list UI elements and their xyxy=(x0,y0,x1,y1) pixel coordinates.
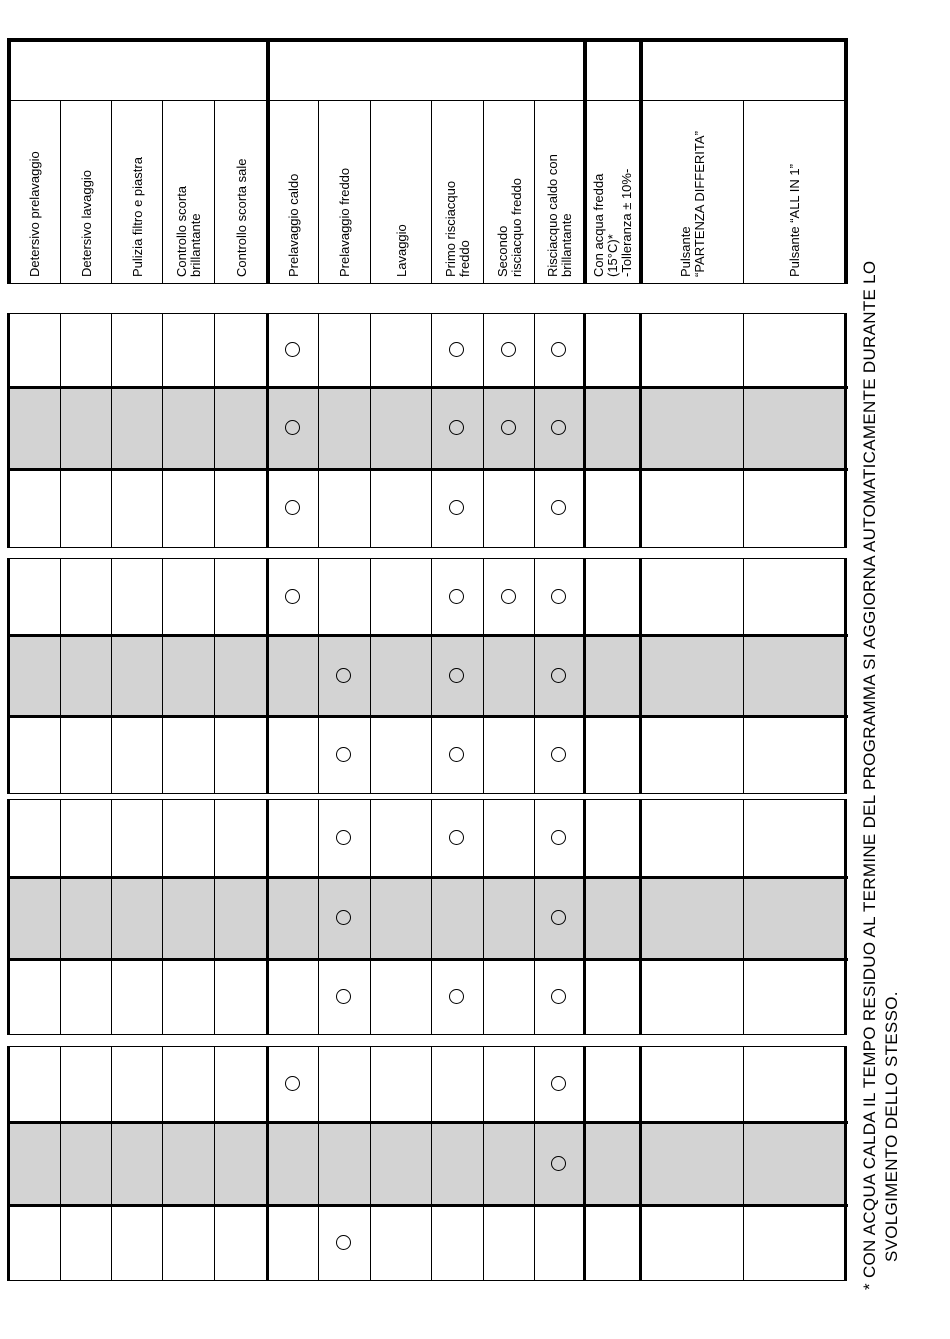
circle-mark-icon xyxy=(551,1076,566,1091)
block-column-divider xyxy=(111,558,112,794)
column-header-line: Pulizia filtro e piastra xyxy=(129,157,145,277)
block-column-divider xyxy=(318,558,319,794)
block-column-divider xyxy=(111,313,112,548)
circle-mark-icon xyxy=(449,589,464,604)
block-column-divider xyxy=(111,1046,112,1281)
block-column-divider xyxy=(483,313,484,548)
block-column-divider xyxy=(60,799,61,1035)
block-column-divider xyxy=(844,799,847,1035)
circle-mark-icon xyxy=(285,500,300,515)
circle-mark-icon xyxy=(449,747,464,762)
column-header-line: Prelavaggio freddo xyxy=(337,167,352,277)
column-header-7 xyxy=(338,168,352,277)
block-column-divider xyxy=(7,1046,10,1281)
header-top-border xyxy=(8,38,848,42)
shaded-row xyxy=(8,387,845,469)
header-column-divider xyxy=(318,100,319,284)
block-column-divider xyxy=(431,558,432,794)
block-column-divider xyxy=(583,558,586,794)
block-bottom-border xyxy=(8,547,845,548)
circle-mark-icon xyxy=(551,668,566,683)
block-column-divider xyxy=(534,313,535,548)
block-column-divider xyxy=(214,558,215,794)
circle-mark-icon xyxy=(449,420,464,435)
column-header-2 xyxy=(80,170,94,277)
block-column-divider xyxy=(60,1046,61,1281)
column-header-8 xyxy=(395,224,409,277)
circle-mark-icon xyxy=(336,668,351,683)
block-column-divider xyxy=(214,313,215,548)
circle-mark-icon xyxy=(449,989,464,1004)
block-column-divider xyxy=(370,313,371,548)
block-column-divider xyxy=(583,799,586,1035)
header-column-divider xyxy=(111,100,112,284)
header-group-divider xyxy=(8,100,845,101)
header-column-divider xyxy=(7,38,11,284)
circle-mark-icon xyxy=(285,589,300,604)
block-column-divider xyxy=(639,558,642,794)
column-header-5 xyxy=(235,159,249,278)
circle-mark-icon xyxy=(336,989,351,1004)
header-column-divider xyxy=(431,100,432,284)
column-header-line: freddo xyxy=(457,240,472,277)
block-column-divider xyxy=(534,799,535,1035)
header-column-divider xyxy=(60,100,61,284)
header-column-divider xyxy=(266,38,270,284)
block-column-divider xyxy=(583,313,586,548)
circle-mark-icon xyxy=(336,910,351,925)
block-top-border xyxy=(8,313,845,314)
circle-mark-icon xyxy=(551,1156,566,1171)
circle-mark-icon xyxy=(449,500,464,515)
row-divider-thick xyxy=(8,386,848,389)
column-header-13 xyxy=(679,131,707,277)
row-divider-thick xyxy=(8,876,848,879)
footnote-line-2: SVOLGIMENTO DELLO STESSO. xyxy=(882,991,901,1262)
column-header-line: Detersivo lavaggio xyxy=(78,170,94,277)
block-column-divider xyxy=(534,1046,535,1281)
footnote-line-1: * CON ACQUA CALDA IL TEMPO RESIDUO AL TERMINE DEL PROGRAMMA SI AGGIORNA AUTOMATICAMENTE DURANTE LO xyxy=(860,260,879,1290)
circle-mark-icon xyxy=(449,342,464,357)
row-divider-thick xyxy=(8,1204,848,1207)
circle-mark-icon xyxy=(551,830,566,845)
block-column-divider xyxy=(431,799,432,1035)
block-top-border xyxy=(8,558,845,559)
circle-mark-icon xyxy=(551,342,566,357)
block-column-divider xyxy=(318,313,319,548)
column-header-4 xyxy=(175,186,203,277)
header-column-divider xyxy=(483,100,484,284)
block-column-divider xyxy=(60,558,61,794)
block-column-divider xyxy=(162,799,163,1035)
shaded-row xyxy=(8,1122,845,1205)
column-header-line: Pulsante “ALL IN 1” xyxy=(787,164,802,277)
block-column-divider xyxy=(60,313,61,548)
header-column-divider xyxy=(639,38,643,284)
block-column-divider xyxy=(7,313,10,548)
column-header-line: Con acqua fredda xyxy=(591,173,606,277)
block-column-divider xyxy=(214,799,215,1035)
column-header-line: Detersivo prelavaggio xyxy=(27,151,42,277)
row-divider-thick xyxy=(8,1121,848,1124)
column-header-line: (15°C)* xyxy=(605,234,620,277)
shaded-row xyxy=(8,877,845,959)
block-column-divider xyxy=(844,1046,847,1281)
block-column-divider xyxy=(162,1046,163,1281)
block-column-divider xyxy=(431,1046,432,1281)
column-header-line: “PARTENZA DIFFERITA” xyxy=(691,131,707,277)
circle-mark-icon xyxy=(449,830,464,845)
circle-mark-icon xyxy=(285,342,300,357)
block-column-divider xyxy=(639,799,642,1035)
block-column-divider xyxy=(111,799,112,1035)
column-header-line: -Tolleranza ± 10%- xyxy=(619,168,634,277)
block-bottom-border xyxy=(8,1034,845,1035)
circle-mark-icon xyxy=(551,589,566,604)
block-column-divider xyxy=(7,558,10,794)
shaded-row xyxy=(8,635,845,716)
column-header-line: Risciacquo caldo con xyxy=(545,154,560,277)
circle-mark-icon xyxy=(336,1235,351,1250)
column-header-6 xyxy=(287,174,301,277)
block-column-divider xyxy=(318,1046,319,1281)
block-column-divider xyxy=(7,799,10,1035)
block-column-divider xyxy=(162,558,163,794)
block-column-divider xyxy=(483,1046,484,1281)
block-column-divider xyxy=(266,1046,269,1281)
column-header-line: brillantante xyxy=(188,213,203,277)
block-top-border xyxy=(8,1046,845,1047)
circle-mark-icon xyxy=(501,342,516,357)
block-column-divider xyxy=(844,558,847,794)
block-column-divider xyxy=(743,1046,744,1281)
column-header-9 xyxy=(444,181,472,277)
header-bottom-border xyxy=(8,283,845,284)
column-header-line: Secondo xyxy=(494,225,510,277)
block-column-divider xyxy=(639,313,642,548)
header-column-divider xyxy=(844,38,848,284)
header-column-divider xyxy=(534,100,535,284)
block-column-divider xyxy=(214,1046,215,1281)
block-column-divider xyxy=(844,313,847,548)
column-header-line: Prelavaggio caldo xyxy=(285,173,301,277)
column-header-line: Pulsante xyxy=(677,226,693,277)
column-header-line: brillantante xyxy=(559,213,574,277)
block-bottom-border xyxy=(8,1280,845,1281)
block-column-divider xyxy=(370,558,371,794)
header-column-divider xyxy=(743,100,744,284)
circle-mark-icon xyxy=(336,830,351,845)
circle-mark-icon xyxy=(501,420,516,435)
circle-mark-icon xyxy=(551,989,566,1004)
block-column-divider xyxy=(162,313,163,548)
block-column-divider xyxy=(431,313,432,548)
column-header-line: Primo risciacquo xyxy=(443,180,458,277)
circle-mark-icon xyxy=(551,910,566,925)
row-divider-thick xyxy=(8,634,848,637)
block-column-divider xyxy=(743,313,744,548)
row-divider-thick xyxy=(8,468,848,471)
block-column-divider xyxy=(483,799,484,1035)
circle-mark-icon xyxy=(449,668,464,683)
circle-mark-icon xyxy=(285,420,300,435)
row-divider-thick xyxy=(8,715,848,718)
column-header-line: Lavaggio xyxy=(393,224,409,277)
circle-mark-icon xyxy=(551,420,566,435)
block-top-border xyxy=(8,799,845,800)
header-column-divider xyxy=(214,100,215,284)
block-column-divider xyxy=(743,558,744,794)
column-header-line: risciacquo freddo xyxy=(508,178,524,277)
circle-mark-icon xyxy=(336,747,351,762)
circle-mark-icon xyxy=(501,589,516,604)
block-column-divider xyxy=(639,1046,642,1281)
block-column-divider xyxy=(583,1046,586,1281)
block-column-divider xyxy=(266,558,269,794)
header-column-divider xyxy=(162,100,163,284)
column-header-11 xyxy=(546,154,574,277)
block-column-divider xyxy=(370,1046,371,1281)
circle-mark-icon xyxy=(551,747,566,762)
column-header-line: Controllo scorta sale xyxy=(233,158,249,277)
block-column-divider xyxy=(266,799,269,1035)
block-column-divider xyxy=(483,558,484,794)
circle-mark-icon xyxy=(551,500,566,515)
header-column-divider xyxy=(370,100,371,284)
column-header-1 xyxy=(28,151,42,277)
column-header-12 xyxy=(592,169,634,277)
column-header-10 xyxy=(496,178,524,277)
column-header-3 xyxy=(131,157,145,277)
column-header-line: Controllo scorta xyxy=(174,185,189,277)
block-column-divider xyxy=(743,799,744,1035)
column-header-14 xyxy=(788,164,802,277)
block-column-divider xyxy=(534,558,535,794)
block-column-divider xyxy=(266,313,269,548)
block-bottom-border xyxy=(8,793,845,794)
header-column-divider xyxy=(583,38,587,284)
circle-mark-icon xyxy=(285,1076,300,1091)
block-column-divider xyxy=(370,799,371,1035)
block-column-divider xyxy=(318,799,319,1035)
row-divider-thick xyxy=(8,958,848,961)
